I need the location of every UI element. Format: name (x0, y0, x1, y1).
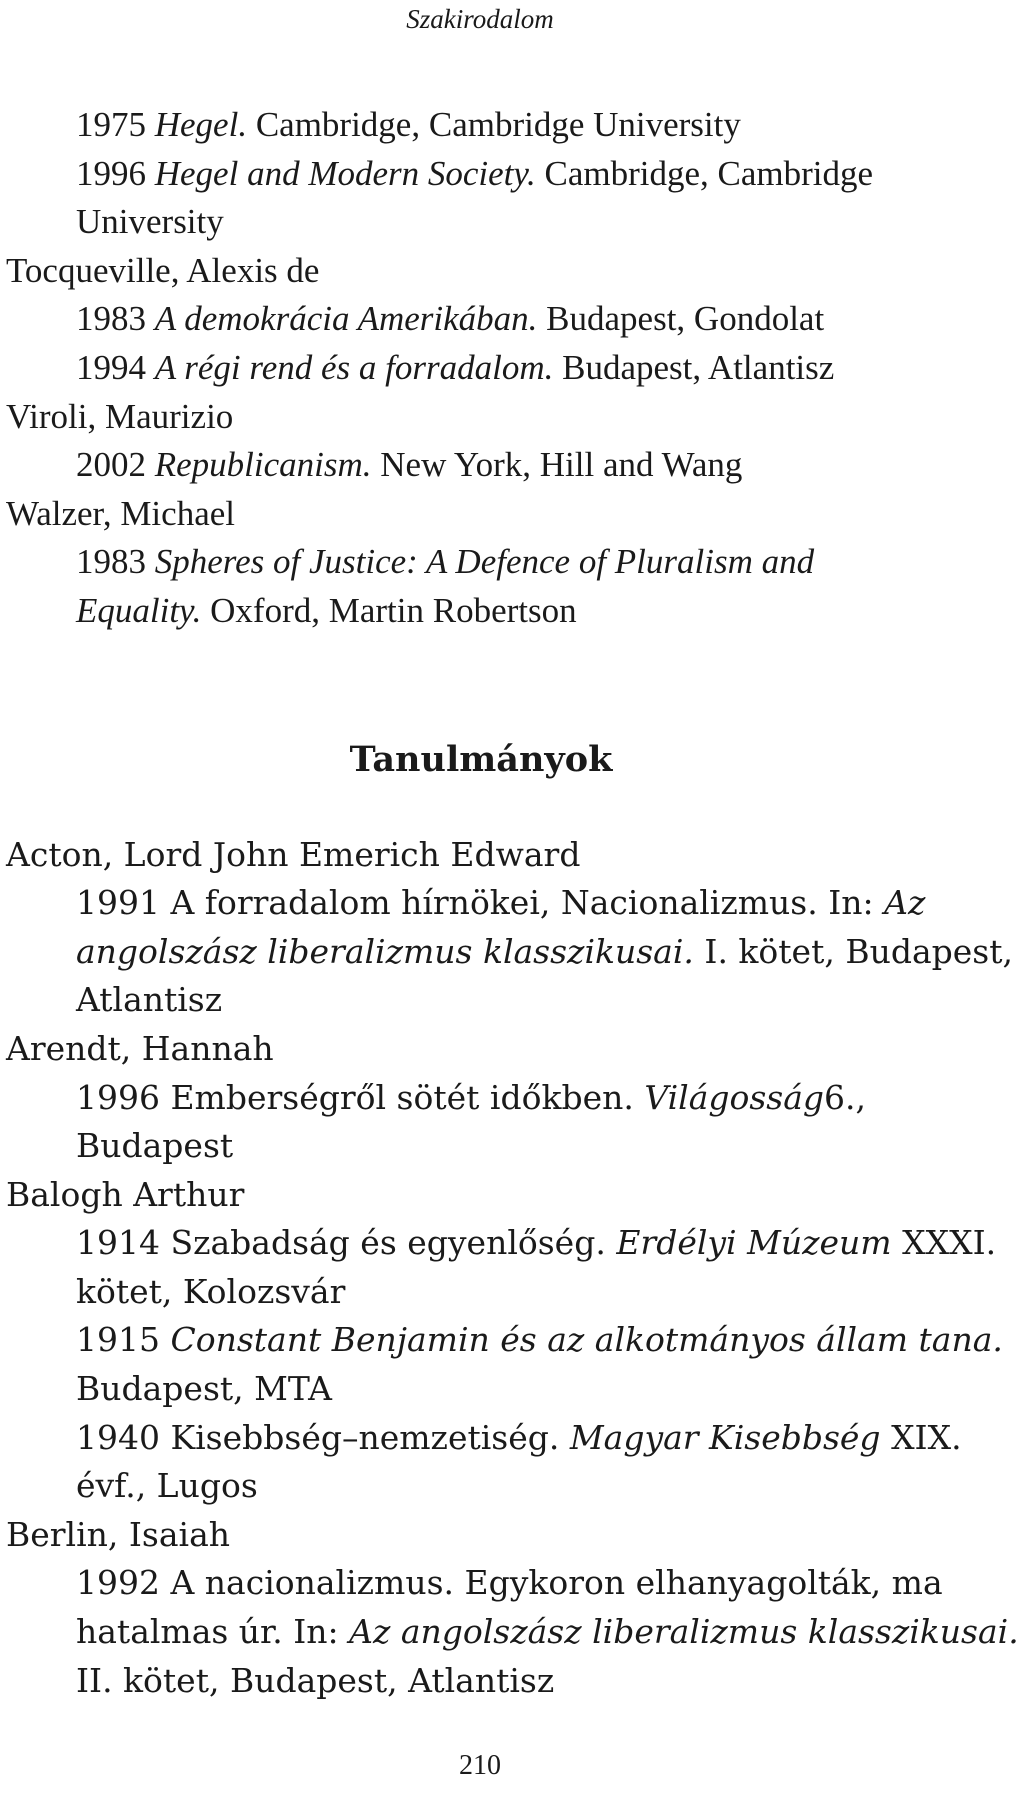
page-number: 210 (459, 1750, 501, 1781)
reference-line (6, 976, 956, 1025)
reference-text: 1914 Szabadság és egyenlőség. (76, 1223, 606, 1263)
running-head: Szakirodalom (406, 4, 554, 34)
reference-text: 1996 Emberségről sötét időkben. (76, 1077, 634, 1117)
author-name: Viroli, Maurizio (6, 396, 234, 436)
reference-year: 1975 (76, 105, 146, 144)
reference-line (6, 1074, 956, 1123)
reference-title: Erdélyi Múzeum (616, 1223, 892, 1263)
reference-line (6, 587, 956, 636)
reference-line (6, 1559, 956, 1608)
reference-text: XIX. (891, 1417, 962, 1457)
author-name: Berlin, Isaiah (6, 1514, 231, 1554)
reference-text: Budapest, MTA (76, 1369, 332, 1409)
reference-title: Hegel and Modern Society. (154, 153, 536, 193)
reference-line (6, 101, 956, 150)
reference-text: évf., Lugos (76, 1466, 258, 1506)
reference-publisher: Cambridge, Cambridge University (255, 105, 741, 144)
section-title: Tanulmányok (349, 738, 613, 780)
reference-line (6, 1316, 1003, 1365)
reference-year: 1983 (76, 299, 146, 339)
reference-text: 6., (824, 1077, 867, 1117)
reference-title: Equality. (76, 590, 202, 630)
reference-line (6, 1219, 997, 1268)
author-name: Acton, Lord John Emerich Edward (6, 834, 581, 874)
reference-text: Atlantisz (76, 980, 223, 1020)
reference-line (6, 538, 956, 587)
reference-title: Magyar Kisebbség (569, 1417, 881, 1457)
reference-line (6, 1268, 956, 1317)
reference-year: 1994 (76, 347, 146, 387)
reference-text: 1991 A forradalom hírnökei, Nacionalizmus. In: (76, 883, 874, 923)
reference-title: Spheres of Justice: A Defence of Pluralism and (154, 542, 815, 582)
reference-title: Világosság (644, 1077, 825, 1117)
reference-text: II. kötet, Budapest, Atlantisz (76, 1660, 555, 1700)
bibliography (6, 101, 1019, 1705)
reference-line (6, 344, 956, 393)
reference-year: 1996 (76, 153, 146, 193)
reference-text: kötet, Kolozsvár (76, 1271, 346, 1311)
reference-title: Hegel. (154, 105, 248, 144)
reference-text: Budapest (76, 1126, 234, 1166)
reference-line (6, 1657, 956, 1706)
reference-year: 2002 (76, 445, 146, 485)
reference-publisher: University (76, 202, 224, 242)
reference-text: 1915 (76, 1320, 160, 1360)
reference-publisher: Cambridge, Cambridge (544, 153, 874, 193)
reference-text: hatalmas úr. In: (76, 1612, 339, 1652)
reference-line (6, 1365, 956, 1414)
section-spacer (6, 636, 956, 736)
author-name: Tocqueville, Alexis de (6, 250, 320, 290)
reference-publisher: Budapest, Gondolat (546, 299, 825, 339)
reference-line (6, 1414, 962, 1463)
reference-line (6, 1608, 1019, 1657)
reference-line (6, 879, 956, 928)
reference-title: Az angolszász liberalizmus klasszikusai. (349, 1612, 1019, 1652)
reference-text: XXXI. (902, 1223, 997, 1263)
reference-title: Az (884, 883, 926, 923)
reference-title: Constant Benjamin és az alkotmányos állam tana. (170, 1320, 1003, 1360)
reference-publisher: New York, Hill and Wang (380, 445, 743, 485)
reference-line (6, 295, 956, 344)
reference-title: angolszász liberalizmus klasszikusai. (76, 931, 694, 971)
reference-line (6, 198, 956, 247)
reference-title: A demokrácia Amerikában. (154, 299, 538, 339)
reference-text: 1992 A nacionalizmus. Egykoron elhanyagolták, ma (76, 1563, 943, 1603)
reference-publisher: Oxford, Martin Robertson (210, 590, 577, 630)
reference-text: 1940 Kisebbség–nemzetiség. (76, 1417, 560, 1457)
author-name: Balogh Arthur (6, 1174, 245, 1214)
reference-text: I. kötet, Budapest, (704, 931, 1013, 971)
reference-line (6, 1122, 956, 1171)
reference-title: Republicanism. (154, 445, 372, 485)
reference-line (6, 150, 956, 199)
author-name: Walzer, Michael (6, 493, 235, 533)
reference-line (6, 1462, 956, 1511)
reference-line (6, 928, 1013, 977)
reference-year: 1983 (76, 542, 146, 582)
author-name: Arendt, Hannah (6, 1028, 274, 1068)
reference-title: A régi rend és a forradalom. (154, 347, 554, 387)
reference-line (6, 441, 956, 490)
reference-publisher: Budapest, Atlantisz (562, 347, 835, 387)
